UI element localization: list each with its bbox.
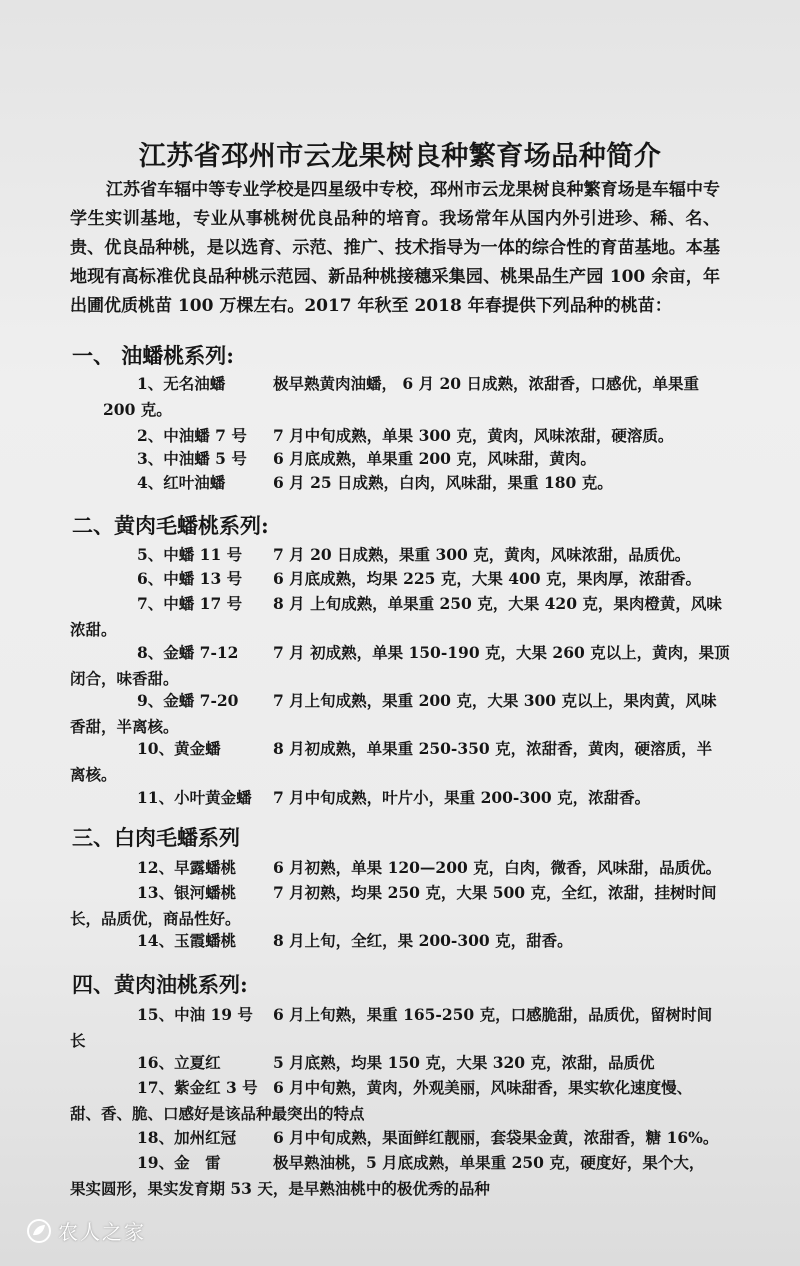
variety-desc-cont: 离核。 [70, 765, 117, 784]
list-item [70, 736, 730, 788]
variety-name: 7、中蟠 17 号 [137, 594, 243, 613]
variety-name: 16、立夏红 [137, 1053, 221, 1072]
variety-desc: 7 月 20 日成熟，果重 300 克，黄肉，风味浓甜，品质优。 [273, 545, 691, 564]
list-item [70, 855, 730, 881]
variety-name: 9、金蟠 7-20 [137, 691, 239, 710]
list-item [70, 688, 730, 740]
variety-name: 8、金蟠 7-12 [137, 643, 239, 662]
variety-desc: 6 月中旬熟，黄肉，外观美丽，风味甜香，果实软化速度慢、 [273, 1078, 693, 1097]
variety-name: 6、中蟠 13 号 [137, 569, 243, 588]
list-item [70, 542, 730, 568]
variety-name: 18、加州红冠 [137, 1128, 237, 1147]
section-heading: 三、白肉毛蟠系列 [72, 825, 240, 850]
variety-desc-cont: 200 克。 [103, 400, 172, 419]
list-item [70, 640, 730, 692]
variety-desc: 极早熟黄肉油蟠， 6 月 20 日成熟，浓甜香，口感优，单果重 [273, 374, 699, 393]
list-item [70, 880, 730, 932]
variety-desc: 7 月上旬成熟，果重 200 克，大果 300 克以上，果肉黄，风味 [273, 691, 717, 710]
variety-desc: 6 月初熟，单果 120—200 克，白肉，微香，风味甜，品质优。 [273, 858, 722, 877]
list-item [70, 1125, 730, 1151]
variety-desc: 7 月初熟，均果 250 克，大果 500 克，全红，浓甜，挂树时间 [273, 883, 717, 902]
variety-name: 12、早露蟠桃 [137, 858, 237, 877]
list-item [70, 566, 730, 592]
variety-name: 19、金 雷 [137, 1153, 221, 1172]
section-heading: 四、黄肉油桃系列: [72, 972, 248, 997]
list-item [70, 1075, 730, 1127]
watermark-logo [26, 1216, 146, 1245]
list-item [70, 446, 730, 472]
page-title: 江苏省邳州市云龙果树良种繁育场品种简介 [138, 141, 662, 172]
variety-name: 13、银河蟠桃 [137, 883, 237, 902]
variety-desc-cont: 长，品质优，商品性好。 [70, 909, 241, 928]
variety-desc: 8 月 上旬成熟，单果重 250 克，大果 420 克，果肉橙黄，风味 [273, 594, 722, 613]
variety-desc-cont: 香甜，半离核。 [70, 717, 179, 736]
variety-desc: 6 月 25 日成熟，白肉，风味甜，果重 180 克。 [273, 473, 613, 492]
variety-desc: 8 月初成熟，单果重 250-350 克，浓甜香，黄肉，硬溶质，半 [273, 739, 713, 758]
variety-name: 17、紫金红 3 号 [137, 1078, 258, 1097]
variety-name: 5、中蟠 11 号 [137, 545, 243, 564]
variety-desc: 6 月中旬成熟，果面鲜红靓丽，套袋果金黄，浓甜香，糖 16%。 [273, 1128, 719, 1147]
variety-name: 11、小叶黄金蟠 [137, 788, 252, 807]
variety-desc: 6 月底成熟，单果重 200 克，风味甜，黄肉。 [273, 449, 596, 468]
intro-paragraph: 江苏省车辐中等专业学校是四星级中专校，邳州市云龙果树良种繁育场是车辐中专学生实训基地，专业从事桃树优良品种的培育。我场常年从国内外引进珍、稀、名、贵、优良品种桃，是以选育、示范、推广、技术指导为一体的综合性的育苗基地。本基地现有高标准优良品种桃示范园、新品种桃接穗采集园、桃果品生产园 100 余亩，年出圃优质桃苗 100 万棵左右。2017 年秋至 2018 年春提供下列品种的桃苗： [70, 180, 720, 316]
variety-desc: 7 月 初成熟，单果 150-190 克，大果 260 克以上，黄肉，果顶 [273, 643, 730, 662]
leaf-logo-icon [26, 1218, 52, 1244]
variety-name: 1、无名油蟠 [137, 374, 226, 393]
variety-name: 10、黄金蟠 [137, 739, 221, 758]
variety-desc-cont: 甜、香、脆、口感好是该品种最突出的特点 [70, 1104, 365, 1123]
variety-name: 14、玉霞蟠桃 [137, 931, 237, 950]
variety-desc: 5 月底熟，均果 150 克，大果 320 克，浓甜，品质优 [273, 1053, 655, 1072]
variety-desc: 6 月上旬熟，果重 165-250 克，口感脆甜，品质优，留树时间 [273, 1005, 713, 1024]
watermark-text: 农人之家 [58, 1220, 146, 1244]
list-item [70, 785, 730, 811]
list-item [70, 371, 730, 423]
variety-name: 3、中油蟠 5 号 [137, 449, 247, 468]
variety-desc-cont: 浓甜。 [70, 620, 117, 639]
variety-name: 2、中油蟠 7 号 [137, 426, 247, 445]
list-item [70, 1002, 730, 1054]
list-item [70, 470, 730, 496]
variety-desc-cont: 果实圆形，果实发育期 53 天，是早熟油桃中的极优秀的品种 [70, 1179, 490, 1198]
section-heading: 一、 油蟠桃系列: [72, 343, 235, 368]
list-item [70, 928, 730, 954]
list-item [70, 1050, 730, 1076]
variety-name: 15、中油 19 号 [137, 1005, 253, 1024]
variety-desc: 6 月底成熟，均果 225 克，大果 400 克，果肉厚，浓甜香。 [273, 569, 701, 588]
variety-desc-cont: 闭合，味香甜。 [70, 669, 179, 688]
variety-desc: 7 月中旬成熟，单果 300 克，黄肉，风味浓甜，硬溶质。 [273, 426, 674, 445]
variety-desc-cont: 长 [70, 1031, 86, 1050]
list-item [70, 591, 730, 643]
list-item [70, 1150, 730, 1202]
variety-desc: 7 月中旬成熟，叶片小，果重 200-300 克，浓甜香。 [273, 788, 651, 807]
variety-desc: 8 月上旬，全红，果 200-300 克，甜香。 [273, 931, 573, 950]
variety-desc: 极早熟油桃，5 月底成熟，单果重 250 克，硬度好，果个大， [273, 1153, 705, 1172]
variety-name: 4、红叶油蟠 [137, 473, 226, 492]
section-heading: 二、黄肉毛蟠桃系列: [72, 513, 269, 538]
